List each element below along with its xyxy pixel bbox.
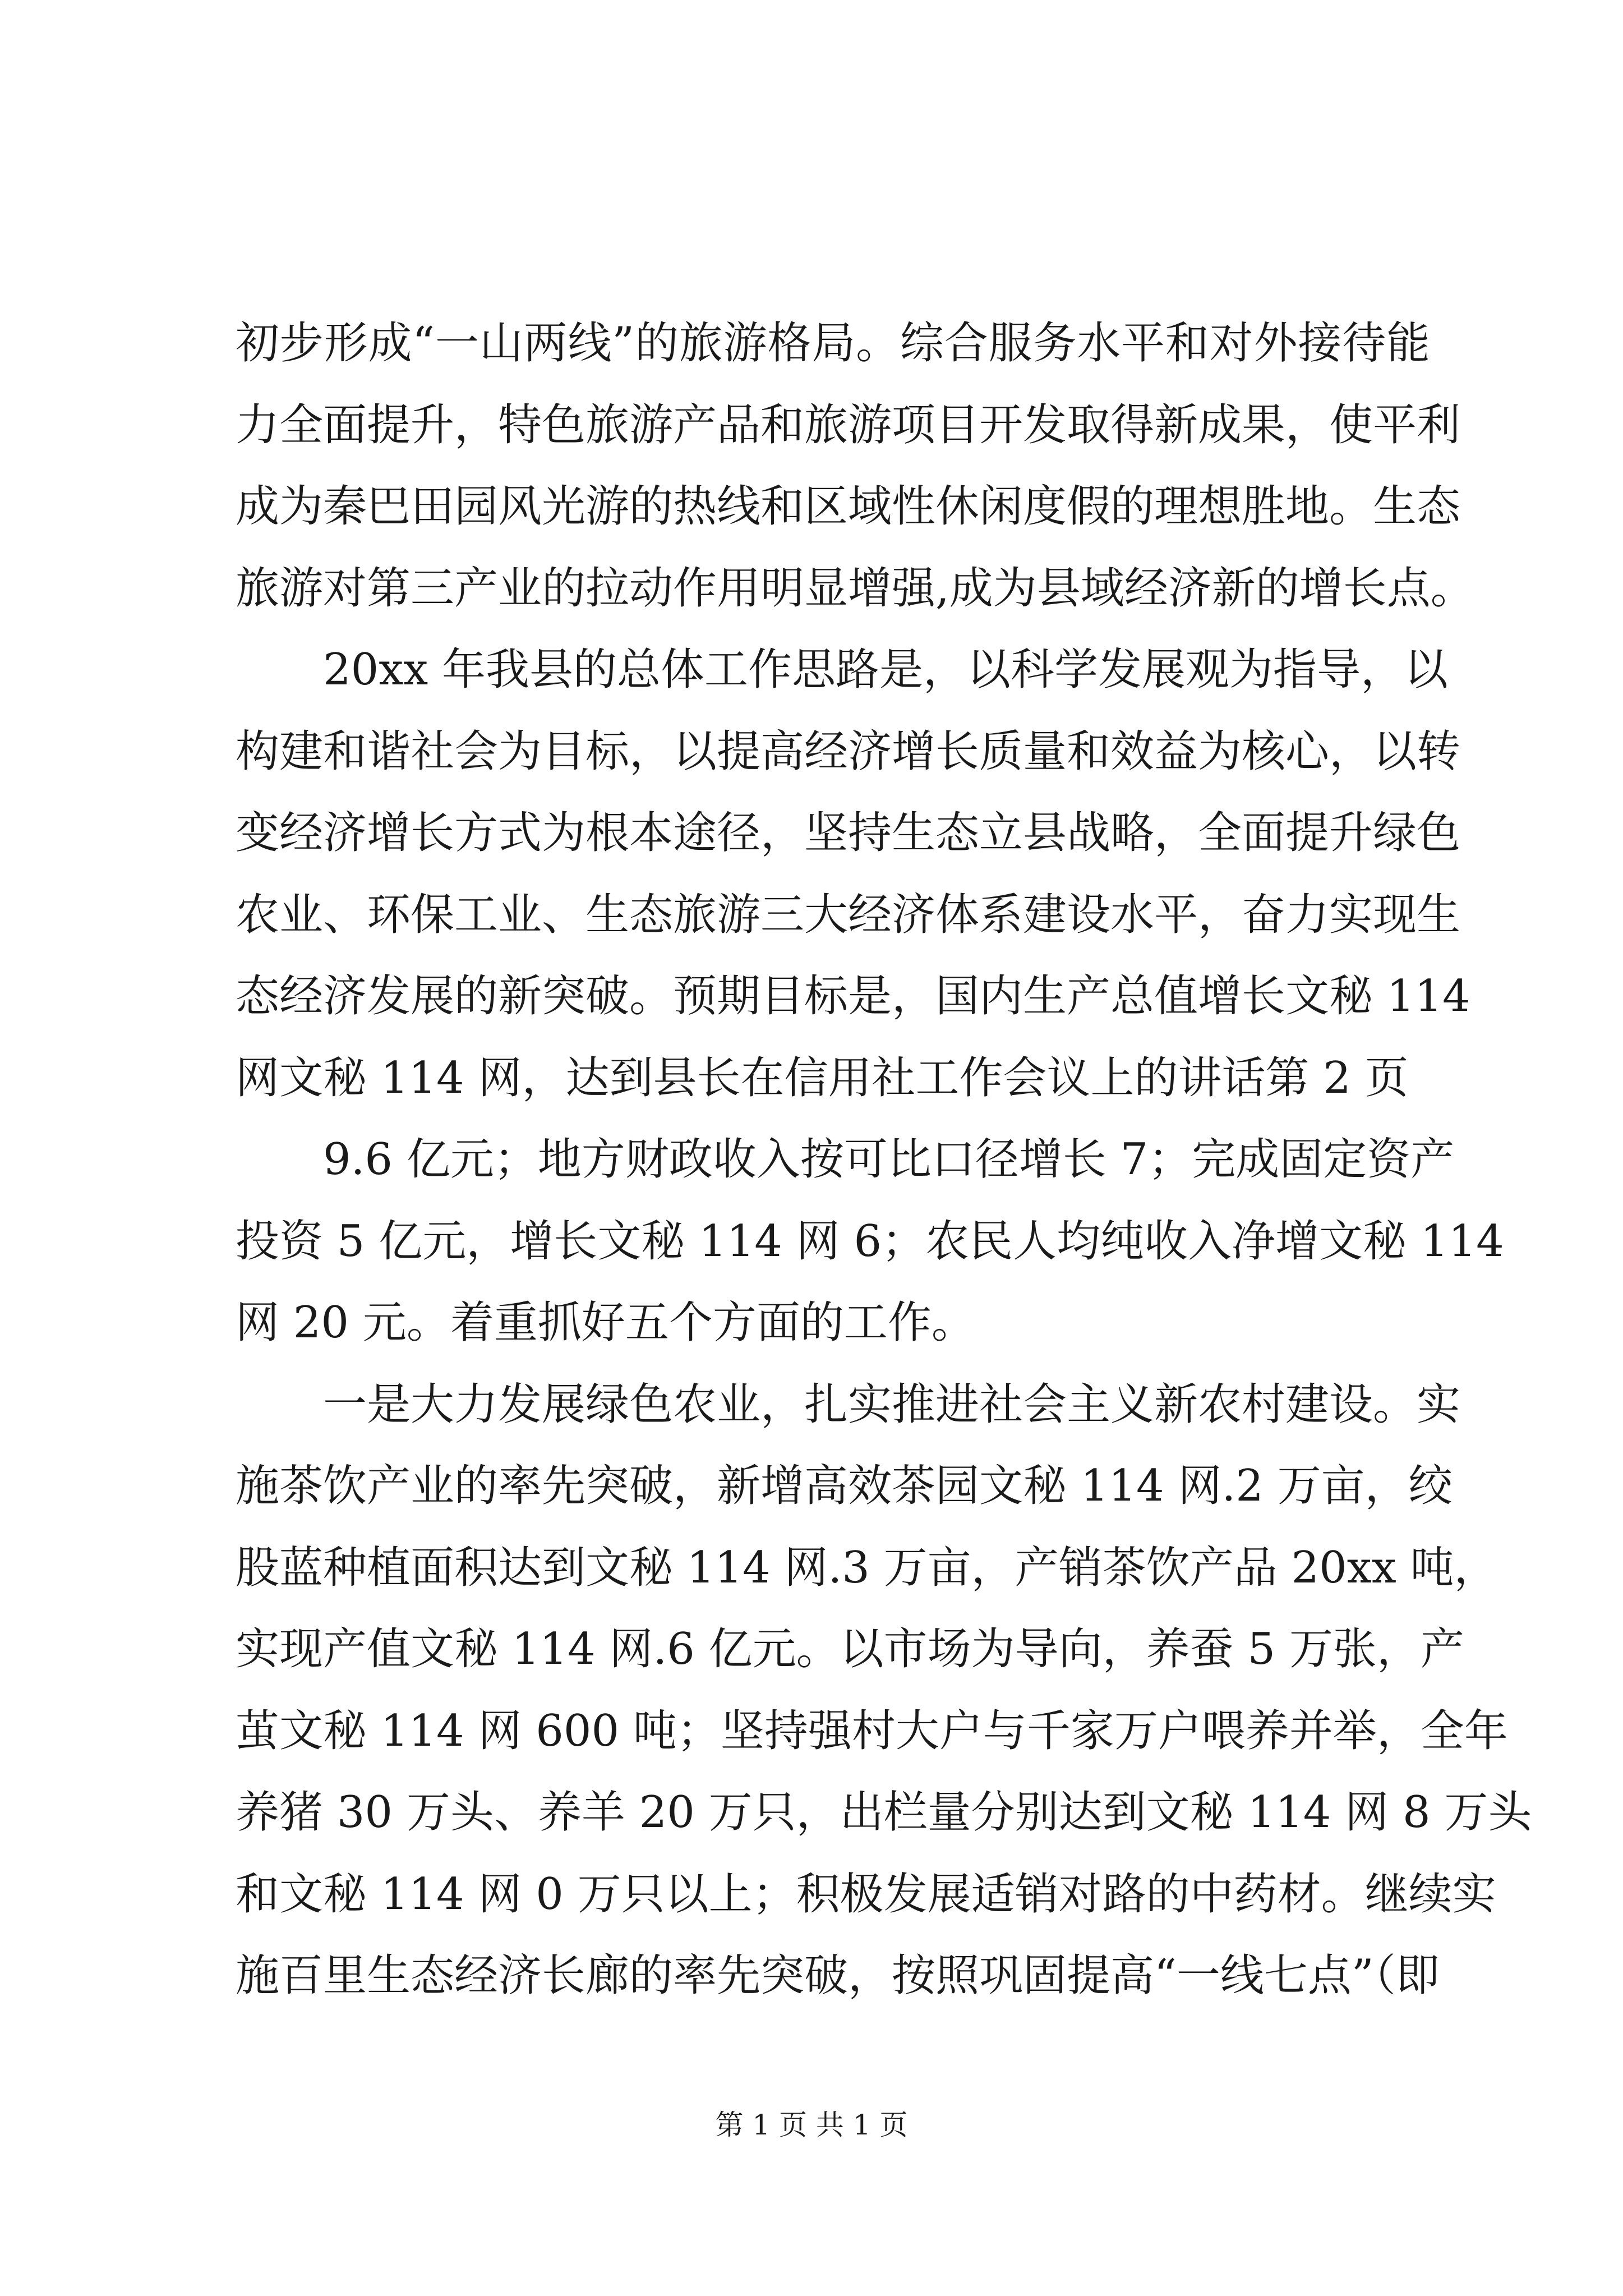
text-line: 变经济增长方式为根本途径，坚持生态立县战略，全面提升绿色 bbox=[236, 808, 1461, 858]
text-line: 成为秦巴田园风光游的热线和区域性休闲度假的理想胜地。生态 bbox=[236, 481, 1461, 532]
text-line: 网 20 元。着重抓好五个方面的工作。 bbox=[236, 1297, 975, 1348]
text-line: 一是大力发展绿色农业，扎实推进社会主义新农村建设。实 bbox=[323, 1379, 1461, 1430]
page-number-label: 第 1 页 共 1 页 bbox=[715, 2109, 908, 2141]
text-line: 养猪 30 万头、养羊 20 万只，出栏量分别达到文秘 114 网 8 万头 bbox=[236, 1787, 1532, 1838]
text-line: 20xx 年我县的总体工作思路是，以科学发展观为指导，以 bbox=[323, 645, 1449, 695]
text-line: 施茶饮产业的率先突破，新增高效茶园文秘 114 网.2 万亩，绞 bbox=[236, 1461, 1453, 1511]
text-line: 构建和谐社会为目标，以提高经济增长质量和效益为核心，以转 bbox=[236, 726, 1461, 777]
page-footer bbox=[0, 2108, 1623, 2142]
text-line: 网文秘 114 网，达到县长在信用社工作会议上的讲话第 2 页 bbox=[236, 1052, 1409, 1103]
text-line: 和文秘 114 网 0 万只以上；积极发展适销对路的中药材。继续实 bbox=[236, 1869, 1496, 1920]
text-line: 9.6 亿元；地方财政收入按可比口径增长 7；完成固定资产 bbox=[323, 1134, 1455, 1185]
text-line: 实现产值文秘 114 网.6 亿元。以市场为导向，养蚕 5 万张，产 bbox=[236, 1624, 1464, 1674]
text-line: 股蓝种植面积达到文秘 114 网.3 万亩，产销茶饮产品 20xx 吨， bbox=[236, 1542, 1498, 1593]
text-line: 力全面提升，特色旅游产品和旅游项目开发取得新成果，使平利 bbox=[236, 399, 1461, 450]
text-line: 茧文秘 114 网 600 吨；坚持强村大户与千家万户喂养并举，全年 bbox=[236, 1705, 1508, 1756]
text-line: 初步形成“一山两线”的旅游格局。综合服务水平和对外接待能 bbox=[236, 318, 1430, 369]
text-line: 态经济发展的新突破。预期目标是，国内生产总值增长文秘 114 bbox=[236, 971, 1470, 1022]
text-line: 投资 5 亿元，增长文秘 114 网 6；农民人均纯收入净增文秘 114 bbox=[236, 1216, 1504, 1267]
text-line: 施百里生态经济长廊的率先突破，按照巩固提高“一线七点”（即 bbox=[236, 1950, 1440, 2001]
document-body bbox=[236, 303, 1532, 2017]
text-line: 农业、环保工业、生态旅游三大经济体系建设水平，奋力实现生 bbox=[236, 889, 1461, 940]
text-line: 旅游对第三产业的拉动作用明显增强,成为县域经济新的增长点。 bbox=[236, 563, 1474, 614]
